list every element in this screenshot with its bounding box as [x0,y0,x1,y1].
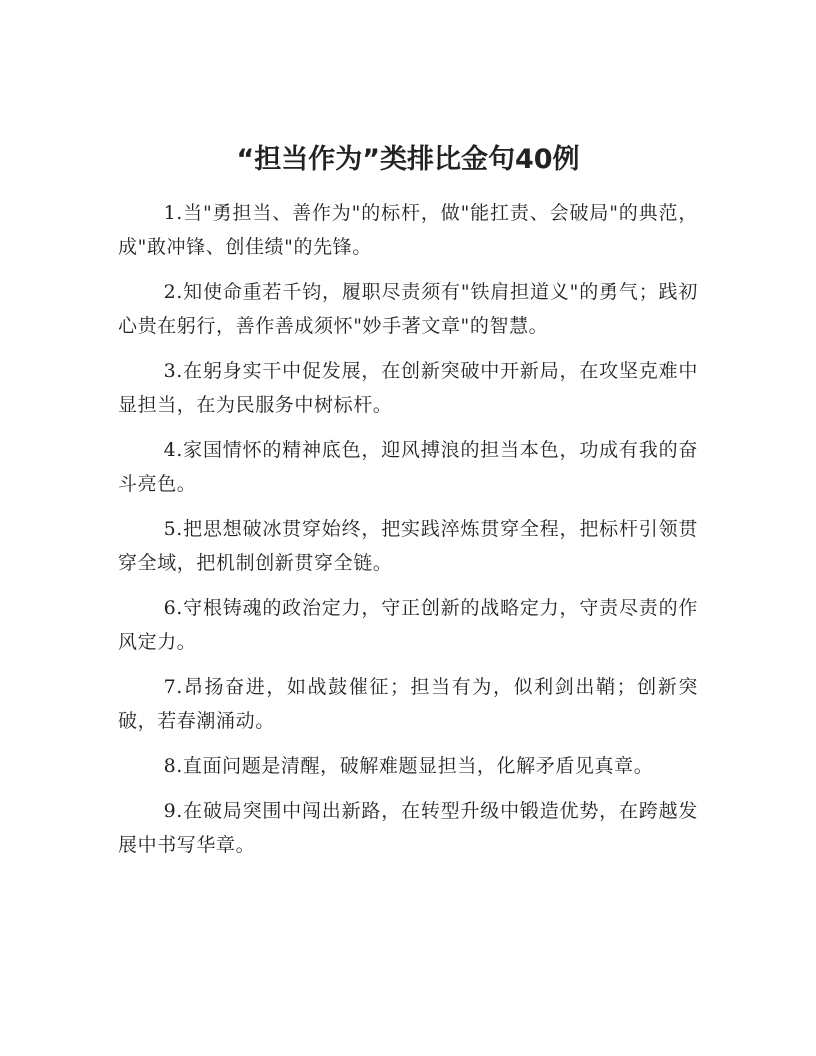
paragraph-9: 9.在破局突围中闯出新路，在转型升级中锻造优势，在跨越发展中书写华章。 [118,800,698,856]
paragraph-2: 2.知使命重若千钧，履职尽责须有"铁肩担道义"的勇气；践初心贵在躬行，善作善成须怀"妙手著文章"的智慧。 [118,281,698,337]
paragraph-7: 7.昂扬奋进，如战鼓催征；担当有为，似利剑出鞘；创新突破，若春潮涌动。 [118,676,698,732]
paragraph-5: 5.把思想破冰贯穿始终，把实践淬炼贯穿全程，把标杆引领贯穿全域，把机制创新贯穿全链。 [118,518,698,574]
document-body [118,196,698,873]
paragraph-8: 8.直面问题是清醒，破解难题显担当，化解矛盾见真章。 [163,755,654,777]
document-title: “担当作为”类排比金句40例 [236,144,580,175]
paragraph-1: 1.当"勇担当、善作为"的标杆，做"能扛责、会破局"的典范，成"敢冲锋、创佳绩"的先锋。 [118,202,698,258]
paragraph-4: 4.家国情怀的精神底色，迎风搏浪的担当本色，功成有我的奋斗亮色。 [118,439,698,495]
paragraph-3: 3.在躬身实干中促发展，在创新突破中开新局，在攻坚克难中显担当，在为民服务中树标杆。 [118,360,698,416]
paragraph-6: 6.守根铸魂的政治定力，守正创新的战略定力，守责尽责的作风定力。 [118,597,698,653]
